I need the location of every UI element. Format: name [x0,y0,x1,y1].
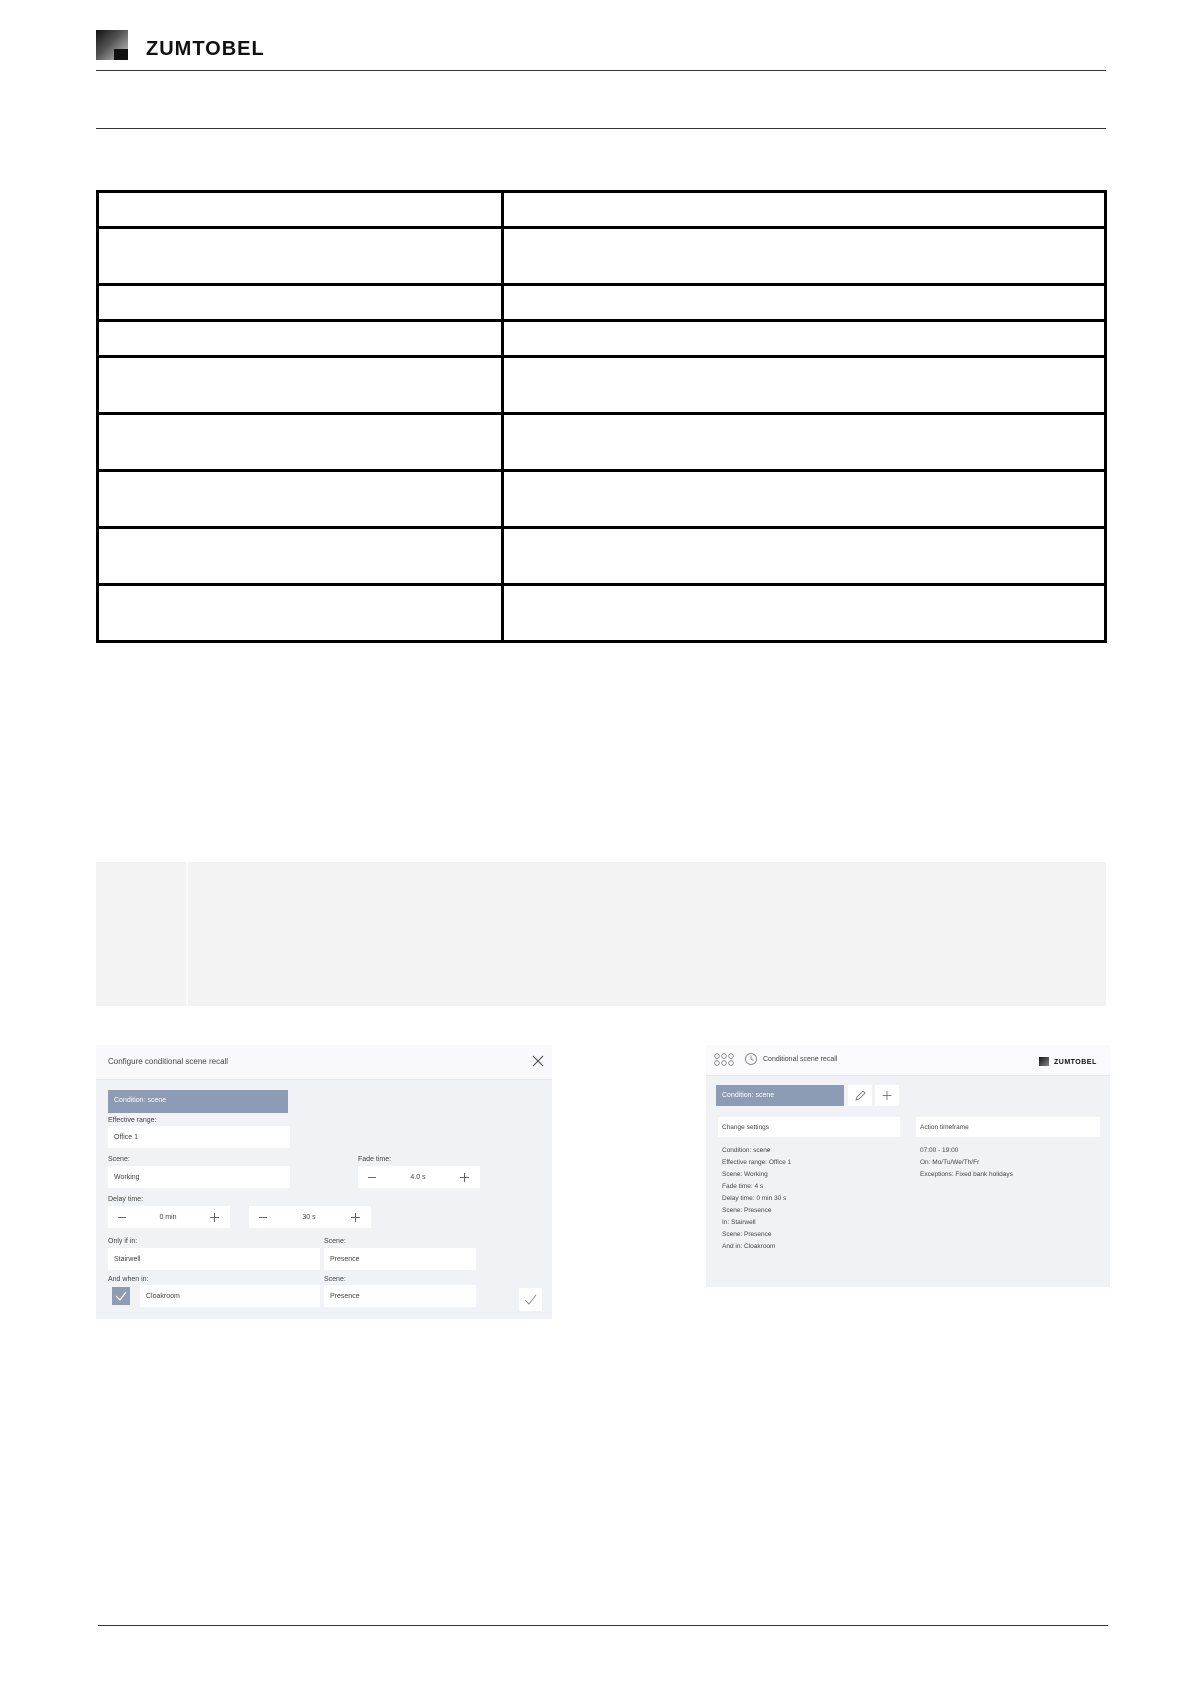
section-rule [96,128,1106,129]
only-if-in-label: Only if in: [108,1238,138,1245]
only-if-in-value: Stairwell [114,1256,141,1263]
delay-time-label: Delay time: [108,1196,144,1203]
table-cell [503,414,1106,471]
fade-time-stepper[interactable] [358,1166,480,1188]
table-cell [98,528,503,585]
condition-label: Condition: scene [722,1092,775,1099]
delay-minutes-stepper[interactable] [108,1206,230,1228]
table-cell [503,285,1106,321]
settings-line: Scene: Presence [722,1231,772,1238]
spec-table [96,190,1107,643]
configure-dialog-screenshot [96,1045,552,1319]
settings-line: Effective range: Office 1 [722,1159,792,1166]
condition-tab[interactable] [716,1085,844,1106]
table-row [98,192,1106,228]
table-cell [503,357,1106,414]
clock-icon [744,1052,758,1066]
effective-range-field[interactable] [108,1126,290,1148]
only-if-scene-field[interactable] [324,1248,476,1270]
overview-screenshot [706,1045,1110,1287]
and-when-scene-label: Scene: [324,1276,346,1283]
table-cell [98,471,503,528]
settings-line: Condition: scene [722,1147,771,1154]
app-grid-icon[interactable] [714,1052,734,1068]
overview-title: Conditional scene recall [763,1056,838,1063]
settings-line: In: Stairwell [722,1219,756,1226]
and-when-checkbox[interactable] [112,1287,130,1305]
table-row [98,285,1106,321]
timeframe-line: Exceptions: Fixed bank holidays [920,1171,1013,1178]
check-icon [112,1287,130,1305]
settings-line: Scene: Presence [722,1207,772,1214]
table-cell [503,471,1106,528]
add-button[interactable] [875,1085,899,1106]
only-if-scene-value: Presence [330,1256,360,1263]
table-cell [503,192,1106,228]
condition-tab[interactable] [108,1090,288,1113]
header-rule [96,70,1106,71]
change-settings-panel[interactable] [718,1117,900,1137]
settings-line: Scene: Working [722,1171,768,1178]
plus-icon [875,1085,899,1106]
delay-minutes-value: 0 min [159,1214,177,1221]
table-cell [98,192,503,228]
timeframe-line: 07:00 - 19:00 [920,1147,959,1154]
table-cell [98,414,503,471]
table-row [98,414,1106,471]
dialog-title: Configure conditional scene recall [108,1057,229,1066]
and-when-scene-value: Presence [330,1293,360,1300]
effective-range-value: Office 1 [114,1134,138,1141]
delay-seconds-stepper[interactable] [249,1206,371,1228]
table-row [98,357,1106,414]
scene-field[interactable] [108,1166,290,1188]
change-settings-label: Change settings [722,1124,769,1131]
only-if-scene-label: Scene: [324,1238,346,1245]
action-timeframe-label: Action timeframe [920,1124,969,1131]
table-cell [98,285,503,321]
settings-line: Delay time: 0 min 30 s [722,1195,787,1202]
table-cell [503,585,1106,642]
table-cell [98,321,503,357]
close-icon[interactable] [530,1053,546,1069]
scene-value: Working [114,1174,140,1181]
and-when-in-field[interactable] [140,1285,320,1307]
scene-label: Scene: [108,1156,130,1163]
delay-seconds-value: 30 s [302,1214,316,1221]
table-row [98,228,1106,285]
note-divider [186,862,188,1006]
table-cell [503,228,1106,285]
minus-icon[interactable] [368,1177,376,1178]
effective-range-label: Effective range: [108,1117,157,1124]
table-cell [503,321,1106,357]
fade-time-label: Fade time: [358,1156,392,1163]
zumtobel-logo-icon [96,30,128,60]
zumtobel-logo-icon [1039,1057,1049,1066]
only-if-in-field[interactable] [108,1248,320,1270]
condition-label: Condition: scene [114,1097,167,1104]
table-row [98,471,1106,528]
pencil-icon [848,1085,872,1106]
table-row [98,321,1106,357]
table-cell [503,528,1106,585]
settings-line: And in: Cloakroom [722,1243,776,1250]
overview-brand: ZUMTOBEL [1054,1059,1097,1066]
and-when-in-value: Cloakroom [146,1293,180,1300]
confirm-button[interactable] [519,1288,542,1311]
table-cell [98,357,503,414]
table-row [98,585,1106,642]
table-cell [98,228,503,285]
edit-button[interactable] [848,1085,872,1106]
timeframe-line: On: Mo/Tu/We/Th/Fr [920,1159,980,1166]
and-when-scene-field[interactable] [324,1285,476,1307]
minus-icon[interactable] [259,1217,267,1218]
settings-line: Fade time: 4 s [722,1183,764,1190]
footer-rule [98,1625,1108,1626]
fade-time-value: 4.0 s [410,1174,426,1181]
table-cell [98,585,503,642]
table-row [98,528,1106,585]
checkmark-icon [519,1288,542,1311]
note-box [96,862,1106,1006]
and-when-in-label: And when in: [108,1276,149,1283]
action-timeframe-panel[interactable] [916,1117,1100,1137]
brand-name: ZUMTOBEL [146,38,265,60]
minus-icon[interactable] [118,1217,126,1218]
